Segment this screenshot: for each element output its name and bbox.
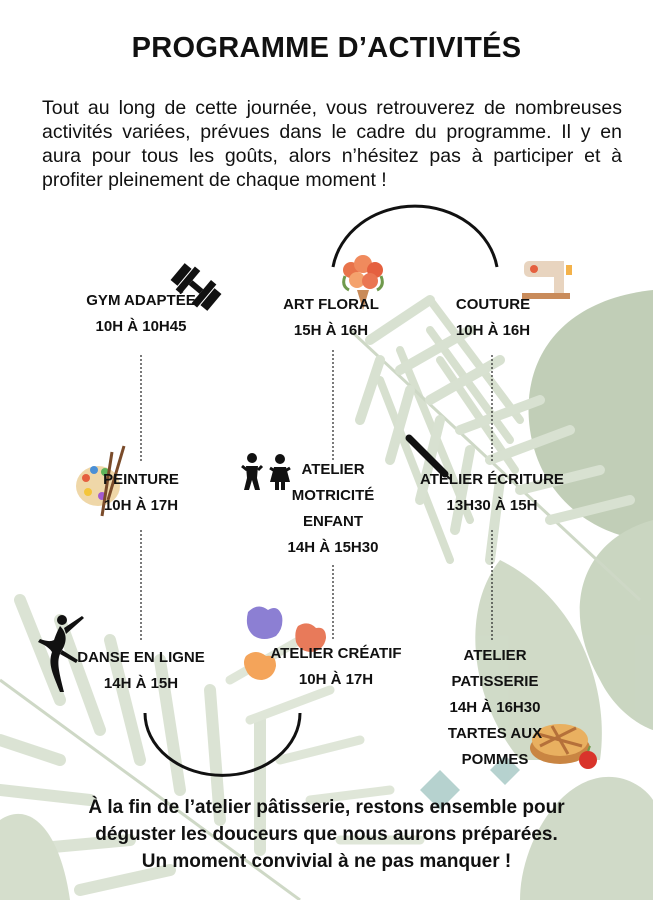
activity-time: 10H À 16H — [455, 322, 531, 339]
activity-art-floral — [256, 292, 406, 344]
activity-extra: POMMES — [461, 751, 529, 768]
activity-ecriture — [400, 467, 584, 519]
activity-name-line: ATELIER — [301, 461, 365, 478]
activity-patisserie — [420, 643, 570, 773]
activity-time: 10H À 10H45 — [95, 318, 187, 335]
activity-time: 13H30 À 15H — [446, 497, 538, 514]
activity-name-line: ENFANT — [303, 513, 363, 530]
activity-time: 14H À 15H30 — [287, 539, 379, 556]
activity-name: ATELIER CRÉATIF — [270, 645, 402, 662]
activity-couture — [428, 292, 558, 344]
activity-peinture — [76, 467, 206, 519]
page-title: PROGRAMME D’ACTIVITÉS — [131, 32, 522, 64]
activity-name: ART FLORAL — [283, 296, 379, 313]
closing-line: déguster les douceurs que nous aurons préparées. — [95, 824, 558, 845]
activity-name-line: MOTRICITÉ — [291, 487, 375, 504]
activity-name: PEINTURE — [103, 471, 179, 488]
activity-time: 15H À 16H — [293, 322, 369, 339]
activity-name-line: PATISSERIE — [451, 673, 539, 690]
activity-creatif — [250, 641, 422, 693]
activity-danse — [56, 645, 226, 697]
activity-name: ATELIER ÉCRITURE — [420, 471, 564, 488]
activity-motricite — [258, 457, 408, 561]
activity-name: COUTURE — [455, 296, 531, 313]
activity-name: DANSE EN LIGNE — [77, 649, 205, 666]
activity-time: 10H À 17H — [298, 671, 374, 688]
activity-extra: TARTES AUX — [447, 725, 543, 742]
activity-name: GYM ADAPTÉE — [86, 292, 196, 309]
activity-time: 14H À 15H — [103, 675, 179, 692]
activity-gym — [56, 288, 226, 340]
closing-line: Un moment convivial à ne pas manquer ! — [141, 851, 512, 872]
activity-name-line: ATELIER — [463, 647, 527, 664]
bottom-arc — [145, 713, 300, 775]
activity-time: 10H À 17H — [103, 497, 179, 514]
intro-paragraph: Tout au long de cette journée, vous retrouverez de nombreuses activités variées, prévues dans le cadre du programme. Il y en aura pour tous les goûts, alors n’hésitez pas à participer et à profiter pleinement de chaque moment ! — [42, 97, 622, 191]
closing-message — [0, 794, 653, 875]
activity-time: 14H À 16H30 — [449, 699, 541, 716]
closing-line: À la fin de l’atelier pâtisserie, restons ensemble pour — [88, 797, 565, 818]
